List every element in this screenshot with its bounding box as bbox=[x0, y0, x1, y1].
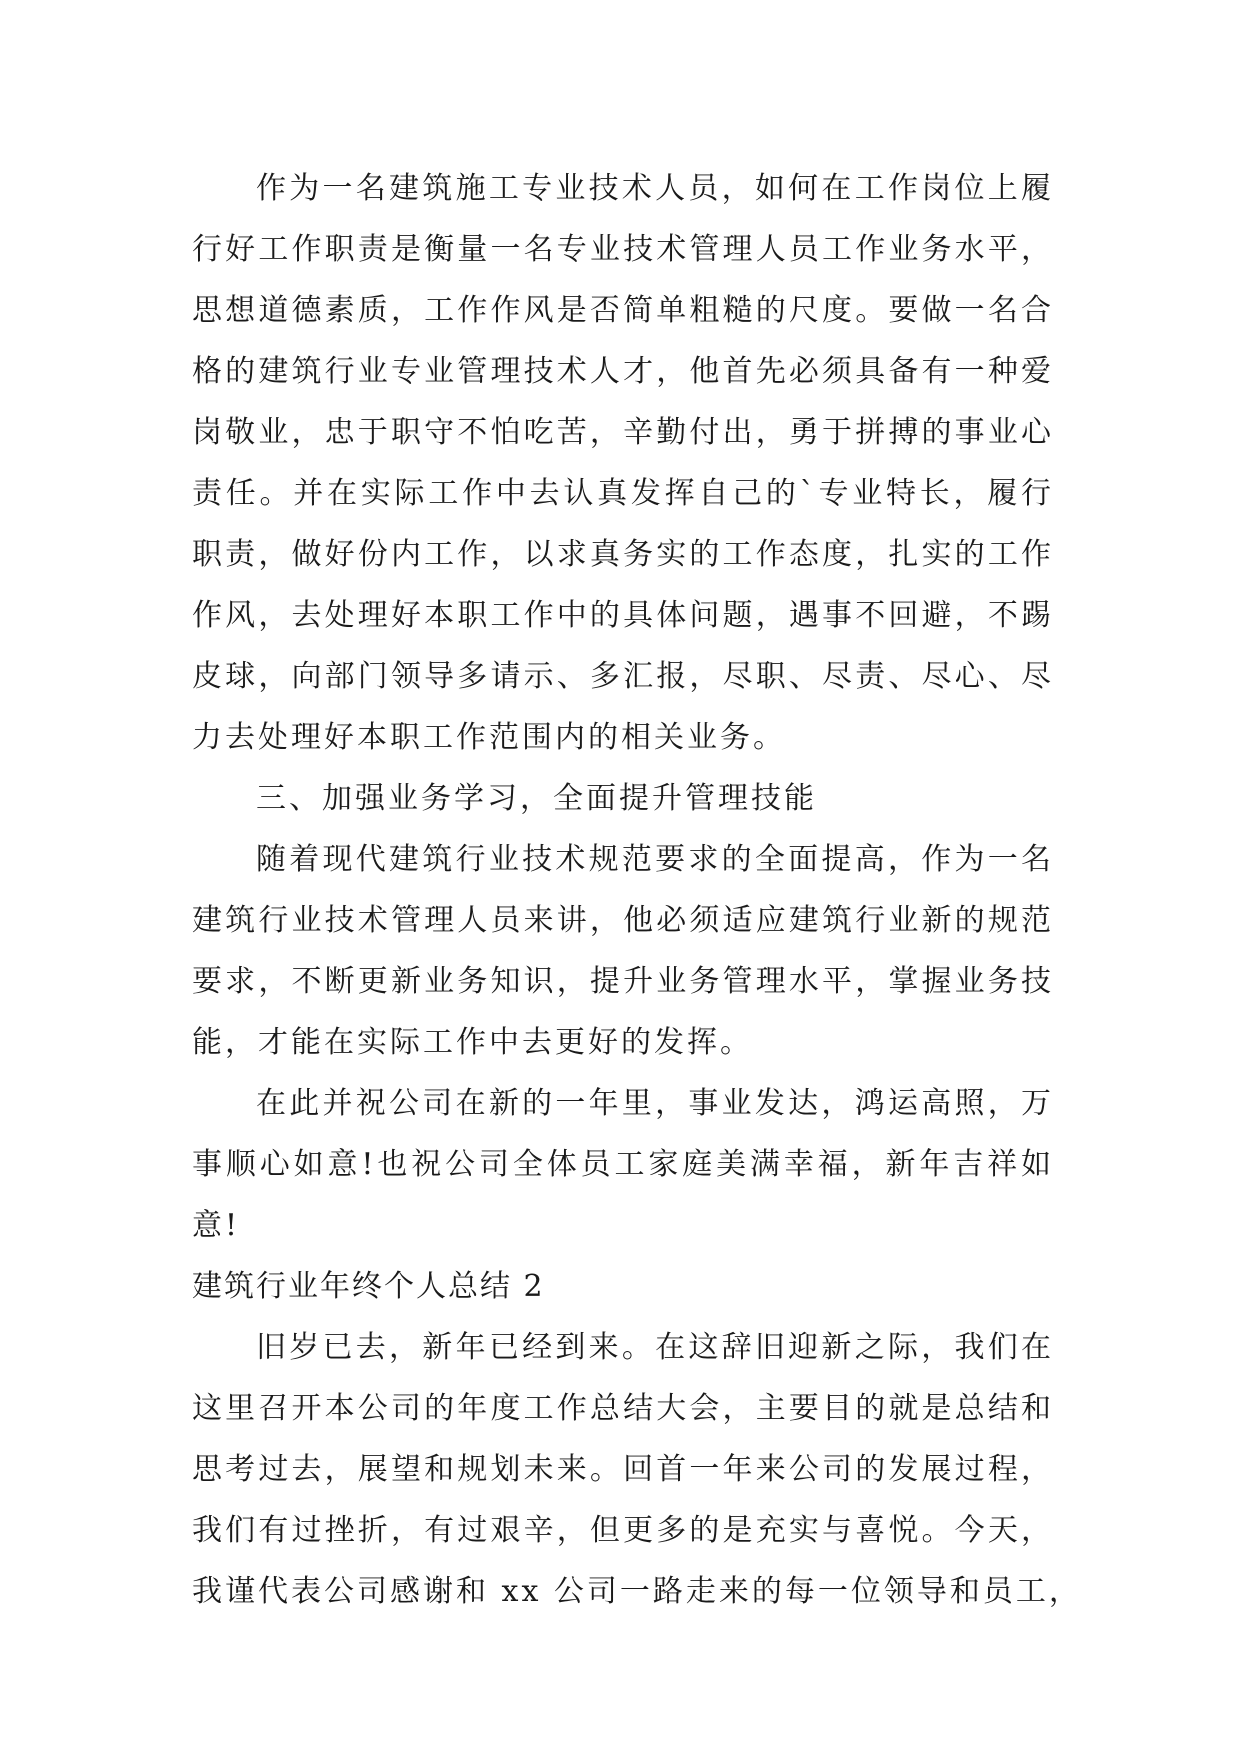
text-line: 力去处理好本职工作范围内的相关业务。 bbox=[192, 720, 786, 755]
text-line: 思想道德素质，工作作风是否简单粗糙的尺度。要做一名合 bbox=[192, 293, 1054, 328]
text-line: 建筑行业技术管理人员来讲，他必须适应建筑行业新的规范 bbox=[192, 903, 1054, 938]
section-heading: 三、加强业务学习，全面提升管理技能 bbox=[256, 781, 817, 816]
text-line: 事顺心如意!也祝公司全体员工家庭美满幸福，新年吉祥如 bbox=[192, 1147, 1054, 1182]
text-line: 我们有过挫折，有过艰辛，但更多的是充实与喜悦。今天， bbox=[192, 1513, 1054, 1548]
text-line: 行好工作职责是衡量一名专业技术管理人员工作业务水平， bbox=[192, 232, 1054, 267]
text-line: 意! bbox=[192, 1208, 241, 1243]
text-line: 旧岁已去，新年已经到来。在这辞旧迎新之际，我们在 bbox=[256, 1330, 1054, 1365]
text-line: 这里召开本公司的年度工作总结大会，主要目的就是总结和 bbox=[192, 1391, 1054, 1426]
text-line: 责任。并在实际工作中去认真发挥自己的`专业特长，履行 bbox=[192, 476, 1054, 511]
text-line: 随着现代建筑行业技术规范要求的全面提高，作为一名 bbox=[256, 842, 1054, 877]
text-line: 格的建筑行业专业管理技术人才，他首先必须具备有一种爱 bbox=[192, 354, 1054, 389]
text-line: 皮球，向部门领导多请示、多汇报，尽职、尽责、尽心、尽 bbox=[192, 659, 1054, 694]
text-line: 作风，去处理好本职工作中的具体问题，遇事不回避，不踢 bbox=[192, 598, 1054, 633]
document-body bbox=[192, 158, 1082, 1622]
text-line: 在此并祝公司在新的一年里，事业发达，鸿运高照，万 bbox=[256, 1086, 1054, 1121]
text-line: 要求，不断更新业务知识，提升业务管理水平，掌握业务技 bbox=[192, 964, 1054, 999]
text-line: 我谨代表公司感谢和 xx 公司一路走来的每一位领导和员工， bbox=[192, 1574, 1082, 1609]
text-line: 职责，做好份内工作，以求真务实的工作态度，扎实的工作 bbox=[192, 537, 1054, 572]
text-line: 岗敬业，忠于职守不怕吃苦，辛勤付出，勇于拼搏的事业心 bbox=[192, 415, 1054, 450]
text-line: 思考过去，展望和规划未来。回首一年来公司的发展过程， bbox=[192, 1452, 1054, 1487]
text-line: 作为一名建筑施工专业技术人员，如何在工作岗位上履 bbox=[256, 171, 1054, 206]
text-line: 能，才能在实际工作中去更好的发挥。 bbox=[192, 1025, 753, 1060]
article-title: 建筑行业年终个人总结 2 bbox=[192, 1269, 545, 1304]
